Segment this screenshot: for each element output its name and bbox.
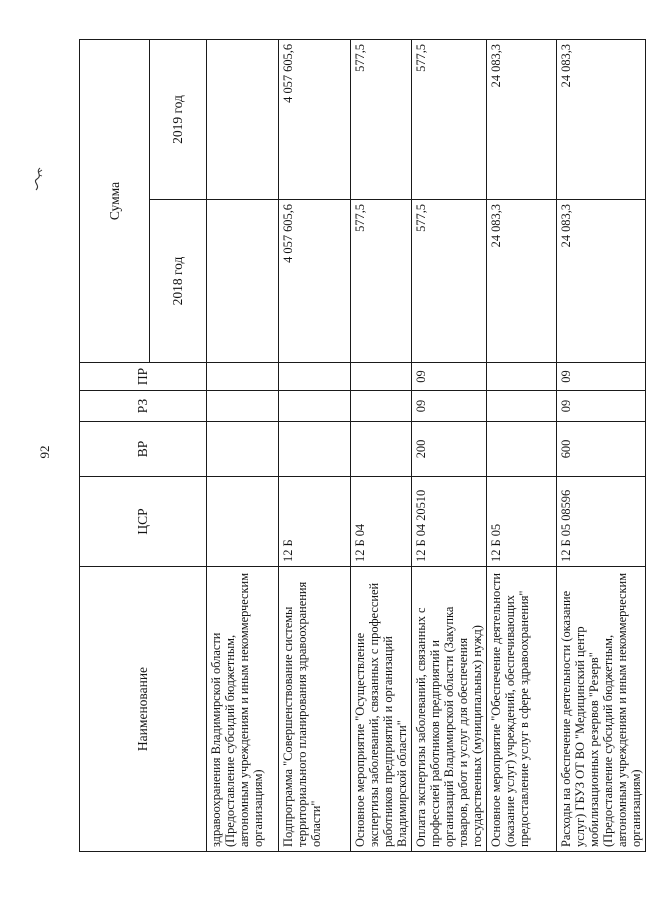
cell-pr: 09 bbox=[557, 363, 646, 391]
budget-table bbox=[79, 39, 646, 852]
cell-sum-2019: 24 083,3 bbox=[487, 39, 557, 199]
header-sum: Сумма bbox=[80, 39, 150, 362]
header-vr: ВР bbox=[80, 422, 207, 477]
cell-sum-2019 bbox=[207, 39, 279, 199]
cell-csr bbox=[207, 477, 279, 567]
cell-name: Подпрограмма "Совершенствование системы территориального планирования здравоохранения области" bbox=[279, 567, 351, 852]
cell-sum-2018 bbox=[207, 200, 279, 363]
cell-name: Расходы на обеспечение деятельности (оказание услуг) ГБУЗ ОТ ВО "Медицинский центр мобилизационных резервов "Резерв" (Предоставление субсидий бюджетным, автономным учреждениям и иным некоммерческим организациям) bbox=[557, 567, 646, 852]
cell-vr: 200 bbox=[412, 422, 487, 477]
cell-pr bbox=[487, 363, 557, 391]
table-row bbox=[487, 39, 557, 851]
cell-sum-2018: 24 083,3 bbox=[557, 200, 646, 363]
header-year-2018: 2018 год bbox=[150, 200, 207, 363]
cell-sum-2018: 577,5 bbox=[412, 200, 487, 363]
cell-pr bbox=[279, 363, 351, 391]
cell-sum-2018: 577,5 bbox=[351, 200, 412, 363]
cell-vr bbox=[207, 422, 279, 477]
cell-name: Оплата экспертизы заболеваний, связанных с профессией работников предприятий и организаций Владимирской области (Закупка товаров, работ и услуг для обеспечения государственных (муниципальных) нужд) bbox=[412, 567, 487, 852]
handwritten-mark-icon bbox=[26, 166, 48, 192]
cell-rz bbox=[351, 391, 412, 422]
cell-vr bbox=[351, 422, 412, 477]
cell-vr bbox=[487, 422, 557, 477]
cell-name: Основное мероприятие "Осуществление экспертизы заболеваний, связанных с профессией работников предприятий и организаций Владимирской области" bbox=[351, 567, 412, 852]
table-row bbox=[557, 39, 646, 851]
cell-sum-2019: 577,5 bbox=[351, 39, 412, 199]
cell-sum-2018: 24 083,3 bbox=[487, 200, 557, 363]
cell-csr: 12 Б 04 20510 bbox=[412, 477, 487, 567]
header-name: Наименование bbox=[80, 567, 207, 852]
header-pr: ПР bbox=[80, 363, 207, 391]
header-year-2019: 2019 год bbox=[150, 39, 207, 199]
cell-pr: 09 bbox=[412, 363, 487, 391]
table-row bbox=[351, 39, 412, 851]
table-row bbox=[279, 39, 351, 851]
cell-sum-2018: 4 057 605,6 bbox=[279, 200, 351, 363]
cell-csr: 12 Б bbox=[279, 477, 351, 567]
header-rz: РЗ bbox=[80, 391, 207, 422]
cell-rz: 09 bbox=[412, 391, 487, 422]
cell-rz bbox=[279, 391, 351, 422]
cell-rz bbox=[207, 391, 279, 422]
cell-vr bbox=[279, 422, 351, 477]
cell-pr bbox=[207, 363, 279, 391]
budget-table-rotated bbox=[79, 40, 644, 852]
cell-sum-2019: 24 083,3 bbox=[557, 39, 646, 199]
header-csr: ЦСР bbox=[80, 477, 207, 567]
table-row bbox=[412, 39, 487, 851]
header-row bbox=[80, 39, 150, 851]
cell-sum-2019: 4 057 605,6 bbox=[279, 39, 351, 199]
cell-rz: 09 bbox=[557, 391, 646, 422]
cell-pr bbox=[351, 363, 412, 391]
cell-csr: 12 Б 05 08596 bbox=[557, 477, 646, 567]
cell-csr: 12 Б 05 bbox=[487, 477, 557, 567]
cell-name: здравоохранения Владимирской области (Предоставление субсидий бюджетным, автономным учреждениям и иным некоммерческим организациям) bbox=[207, 567, 279, 852]
table-row bbox=[207, 39, 279, 851]
cell-name: Основное мероприятие "Обеспечение деятельности (оказание услуг) учреждений, обеспечивающих предоставление услуг в сфере здравоохранения" bbox=[487, 567, 557, 852]
cell-sum-2019: 577,5 bbox=[412, 39, 487, 199]
cell-rz bbox=[487, 391, 557, 422]
cell-vr: 600 bbox=[557, 422, 646, 477]
cell-csr: 12 Б 04 bbox=[351, 477, 412, 567]
page-number: 92 bbox=[37, 445, 52, 459]
